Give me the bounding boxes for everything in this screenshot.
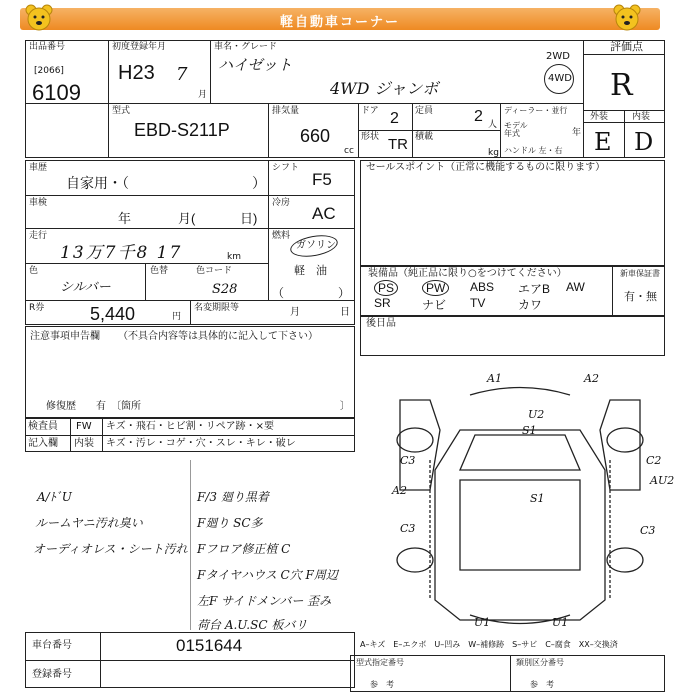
inspector-entry-label: 記入欄	[28, 438, 58, 449]
notes-label: 注意事項申告欄	[30, 331, 100, 342]
ac-label: 冷房	[272, 198, 291, 208]
handwritten-note: オーディオレス・シート汚れ	[33, 542, 188, 556]
load-unit: kg	[488, 148, 499, 158]
registration-label: 登録番号	[32, 669, 72, 680]
equipment-item: TV	[470, 296, 486, 310]
warranty-label: 新車保証書	[620, 269, 660, 278]
equipment-item: SR	[374, 296, 391, 310]
history-value: 自家用・（	[66, 175, 129, 191]
inspection-month: 月(	[178, 211, 196, 226]
damage-mark: A2	[392, 484, 407, 497]
damage-mark: C3	[400, 522, 416, 535]
category-label: 類別区分番号	[516, 658, 564, 667]
shift-value: F5	[312, 170, 332, 189]
doors-label: ドア	[361, 106, 379, 116]
displacement-unit: cc	[344, 146, 354, 156]
score-label: 評価点	[610, 40, 643, 53]
after-fit-box	[360, 316, 665, 356]
damage-mark: U1	[474, 616, 491, 629]
car-grade-value: 4WD ジャンボ	[330, 79, 439, 98]
warranty-value: 有・無	[624, 290, 657, 303]
fuel-paren-open: （	[272, 286, 285, 300]
interior-label: 内装	[74, 438, 94, 449]
chassis-label: 車台番号	[32, 640, 72, 651]
interior-items: キズ・汚レ・コゲ・穴・スレ・キレ・破レ	[106, 438, 296, 449]
mileage-unit: km	[227, 252, 241, 262]
model-year-label: モデル年式	[504, 121, 528, 138]
notes-sub: （不具合内容等は具体的に記入して下さい）	[118, 331, 318, 342]
type-designation-ref: 参 考	[370, 680, 394, 689]
first-registration-month-unit: 月	[198, 90, 208, 100]
damage-mark: C2	[646, 454, 662, 467]
capacity-label: 定員	[415, 106, 434, 116]
model-year-unit: 年	[572, 128, 582, 138]
equipment-item: エアB	[518, 282, 551, 296]
bear-mascot-icon	[24, 3, 54, 33]
expiry-label: 名変期限等	[194, 303, 240, 313]
after-fit-label: 後日品	[366, 318, 396, 329]
price-label: R券	[29, 303, 45, 313]
first-registration-era-year: H23	[118, 62, 155, 84]
damage-legend: A–キズ E–エクボ U–凹み W–補修跡 S–サビ C–腐食 XX–交換済	[360, 640, 618, 649]
body-shape-label: 形状	[361, 132, 380, 142]
handwritten-notes	[25, 452, 355, 630]
type-designation-label: 型式指定番号	[356, 658, 404, 667]
displacement-label: 排気量	[272, 106, 300, 116]
damage-mark: A2	[584, 372, 599, 385]
body-shape-value: TR	[388, 136, 408, 153]
sales-point-box	[360, 160, 665, 266]
capacity-value: 2	[474, 108, 483, 125]
windshield-outline	[460, 435, 580, 470]
damage-mark: S1	[522, 424, 537, 437]
handle-label: ハンドル 左・右	[504, 146, 563, 155]
color-change-label: 色替	[150, 266, 169, 276]
rear-right-wheel	[607, 548, 643, 572]
sales-point-label: セールスポイント（正常に機能するものに限ります）	[366, 162, 606, 173]
first-registration-month: 7	[176, 64, 188, 85]
expiry-day: 日	[340, 307, 350, 318]
car-name-value: ハイゼット	[218, 56, 293, 74]
history-close: ）	[252, 175, 266, 191]
model-value: EBD-S211P	[134, 120, 230, 140]
damage-mark: C3	[400, 454, 416, 467]
handwritten-note: A/ﾄﾞU	[37, 490, 72, 504]
lot-number-label: 出品番号	[29, 42, 66, 52]
ac-value: AC	[312, 204, 336, 223]
cargo-bed-outline	[460, 480, 580, 570]
fuel-label: 燃料	[272, 231, 291, 241]
inspector-label: 検査員	[28, 421, 58, 432]
first-registration-label: 初度登録年月	[112, 42, 167, 52]
fuel-diesel: 軽 油	[294, 264, 327, 277]
damage-mark: AU2	[650, 474, 675, 487]
fw-label: FW	[76, 421, 92, 432]
inspection-label: 車検	[29, 198, 48, 208]
equipment-item: PW	[422, 280, 449, 296]
doors-value: 2	[390, 110, 399, 127]
page-title: 軽自動車コーナー	[279, 15, 400, 30]
handwritten-note: Fフロア修正植 C	[197, 542, 291, 556]
handwritten-note: F/3 廻り黒着	[197, 490, 269, 504]
repair-history-close: 〕	[340, 401, 350, 412]
expiry-month: 月	[290, 307, 300, 318]
displacement-value: 660	[300, 126, 331, 146]
color-label: 色	[29, 266, 39, 276]
score-value: R	[610, 68, 633, 103]
color-value: シルバー	[60, 280, 111, 295]
color-code-value: S28	[212, 282, 238, 297]
interior-score-label: 内装	[632, 112, 651, 122]
equipment-label: 装備品（純正品に限り○をつけてください）	[368, 268, 567, 279]
damage-diagram	[370, 360, 670, 650]
handwritten-note: ルームヤニ汚れ臭い	[35, 516, 143, 530]
load-label: 積載	[415, 132, 434, 142]
inspection-day: 日)	[240, 211, 258, 226]
category-ref: 参 考	[530, 680, 554, 689]
handwritten-note: 左F サイドメンバー 歪み	[197, 594, 332, 608]
mileage-label: 走行	[29, 231, 48, 241]
car-name-label: 車名・グレード	[214, 42, 278, 52]
exterior-score-label: 外装	[590, 112, 609, 122]
equipment-item: PS	[374, 280, 398, 296]
equipment-item: ABS	[470, 280, 495, 294]
right-door-outline	[600, 400, 640, 490]
equipment-item: AW	[566, 280, 585, 294]
chassis-value: 0151644	[176, 636, 243, 655]
mileage-value: 13万7千8 17	[60, 243, 183, 263]
bear-mascot-icon	[612, 3, 642, 33]
damage-mark: C3	[640, 524, 656, 537]
left-door-outline	[400, 400, 440, 490]
damage-mark: U2	[528, 408, 545, 421]
equipment-item: ナビ	[422, 298, 447, 312]
color-code-label: 色コード	[196, 266, 233, 276]
fuel-gasoline: ガソリン	[296, 240, 336, 251]
repair-history: 修復歴 有 〔箇所	[46, 401, 141, 412]
handwritten-note: 荷台 A.U.SC 板バリ	[197, 618, 308, 632]
exterior-score-value: E	[594, 128, 612, 156]
price-unit: 円	[172, 312, 182, 322]
model-label: 型式	[112, 106, 131, 116]
damage-mark: S1	[530, 492, 545, 505]
lot-number-sub: [2066]	[34, 66, 64, 76]
interior-score-value: D	[634, 128, 654, 156]
front-left-wheel	[397, 428, 433, 452]
header-banner	[20, 8, 660, 30]
damage-mark: U1	[552, 616, 569, 629]
handwritten-note: Fタイヤハウス C穴 F周辺	[197, 568, 338, 582]
shift-label: シフト	[272, 163, 300, 173]
history-label: 車歴	[29, 163, 48, 173]
front-right-wheel	[607, 428, 643, 452]
handwritten-note: F廻り SC多	[197, 516, 263, 530]
rear-left-wheel	[397, 548, 433, 572]
equipment-grid	[370, 280, 610, 310]
lot-number-value: 6109	[32, 80, 81, 105]
price-value: 5,440	[90, 304, 136, 324]
equipment-item: カワ	[518, 298, 543, 312]
fuel-paren-close: ）	[338, 286, 351, 300]
inspection-year: 年	[118, 211, 132, 226]
capacity-unit: 人	[488, 120, 498, 130]
drive-4wd-value: 4WD	[548, 73, 572, 84]
front-bumper-outline	[470, 388, 570, 396]
drive-2wd-label: 2WD	[546, 51, 570, 62]
fw-items: キズ・飛石・ヒビ割・リペア跡・×要	[106, 421, 274, 432]
damage-mark: A1	[487, 372, 502, 385]
dealer-label: ディーラー・並行	[504, 106, 568, 115]
